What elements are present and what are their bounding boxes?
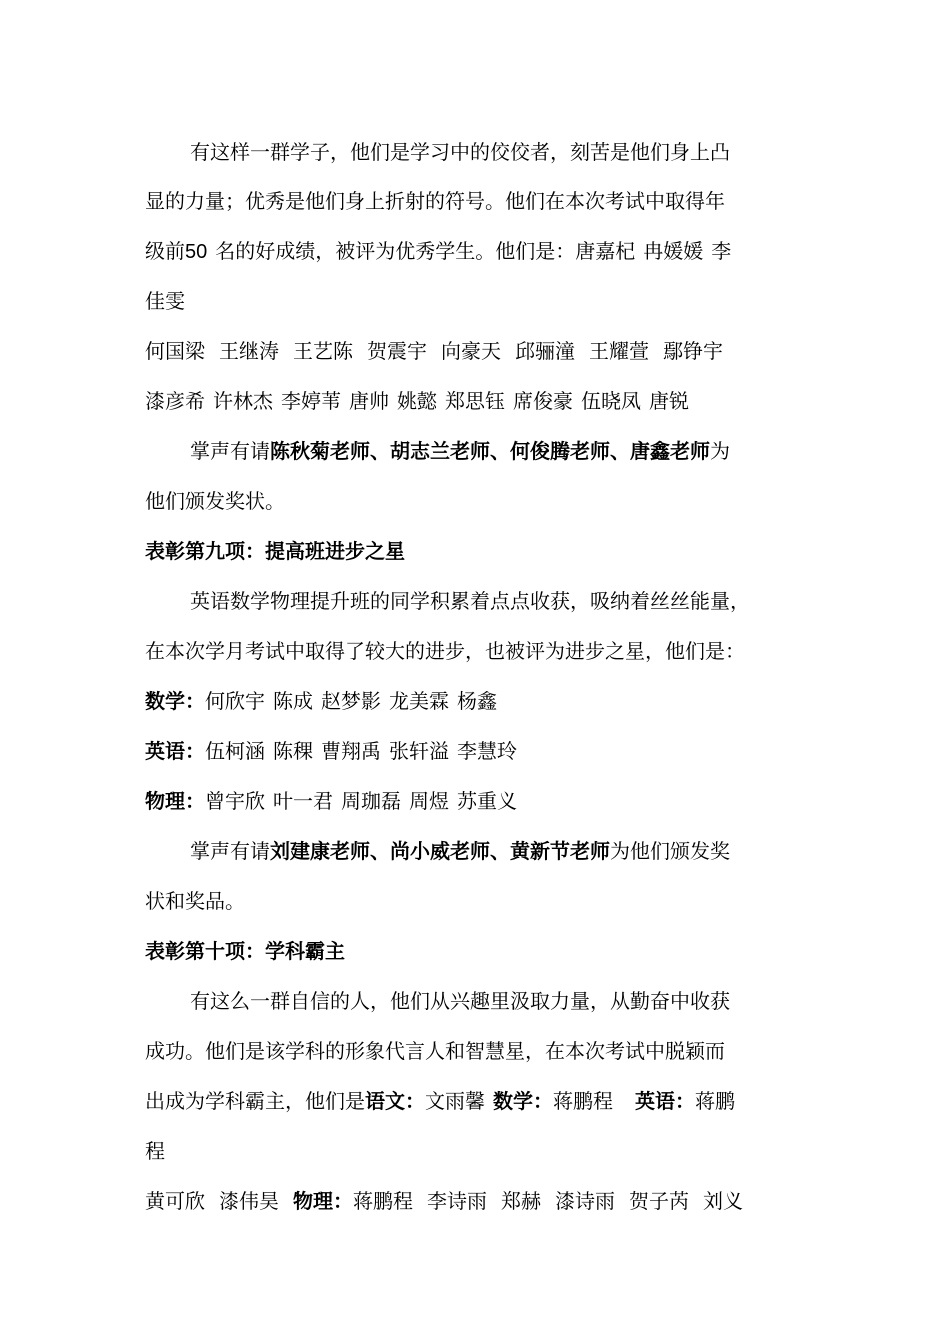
subject-label: 数学： <box>493 1089 553 1113</box>
para-item10-line-5 <box>145 1186 743 1216</box>
student-name: 何欣宇 <box>205 689 265 713</box>
student-name: 漆伟昊 <box>219 1189 279 1213</box>
student-name: 邱骊潼 <box>515 339 575 363</box>
student-name: 赵梦影 <box>321 689 381 713</box>
student-name: 伍晓凤 <box>581 389 641 413</box>
para-text: 名的好成绩，被评为优秀学生。他们是：唐嘉杞 <box>215 239 636 263</box>
math-progress-line <box>145 686 497 716</box>
student-name: 杨鑫 <box>457 689 497 713</box>
student-name: 贺震宇 <box>367 339 427 363</box>
teacher-names: 刘建康老师、尚小威老师、黄新节老师 <box>270 839 610 863</box>
award-line-outstanding-2 <box>145 486 285 516</box>
student-name: 刘义 <box>703 1189 743 1213</box>
student-name: 蒋鹏程 <box>553 1089 613 1113</box>
para-outstanding-line-1 <box>190 137 730 167</box>
student-name: 李诗雨 <box>427 1189 487 1213</box>
teacher-names: 陈秋菊老师、胡志兰老师、何俊腾老师、唐鑫老师 <box>270 439 710 463</box>
student-name: 王艺陈 <box>293 339 353 363</box>
student-name: 王继涛 <box>219 339 279 363</box>
heading-text: 表彰第十项：学科霸主 <box>145 939 345 963</box>
para-text: 在本次学月考试中取得了较大的进步，也被评为进步之星，他们是： <box>145 639 745 663</box>
award-line-outstanding <box>190 436 730 466</box>
subject-label: 数学： <box>145 689 205 713</box>
para-item9-line-1 <box>190 586 750 616</box>
para-item10-line-1 <box>190 986 730 1016</box>
student-name: 唐帅 <box>349 389 389 413</box>
student-name: 黄可欣 <box>145 1189 205 1213</box>
student-name: 曹翔禹 <box>321 739 381 763</box>
student-name: 郑赫 <box>501 1189 541 1213</box>
para-item9-line-2 <box>145 636 745 666</box>
student-name: 佳雯 <box>145 289 185 313</box>
award-prefix: 掌声有请 <box>190 439 270 463</box>
student-name: 陈成 <box>273 689 313 713</box>
rank-number: 50 <box>185 241 208 263</box>
student-name: 李婷苇 <box>281 389 341 413</box>
student-name: 漆诗雨 <box>555 1189 615 1213</box>
para-item10-line-3 <box>145 1086 735 1116</box>
para-item10-line-2 <box>145 1036 725 1066</box>
student-name: 鄢铮宇 <box>663 339 723 363</box>
student-name: 贺子芮 <box>629 1189 689 1213</box>
names-line-b <box>145 336 723 366</box>
student-name: 郑思钰 <box>445 389 505 413</box>
para-text: 出成为学科霸主，他们是 <box>145 1089 365 1113</box>
student-name: 许林杰 <box>213 389 273 413</box>
section-heading-item9 <box>145 536 405 566</box>
para-text: 成功。他们是该学科的形象代言人和智慧星，在本次考试中脱颖而 <box>145 1039 725 1063</box>
para-item10-line-4 <box>145 1136 165 1166</box>
student-name: 唐锐 <box>649 389 689 413</box>
award-suffix: 为 <box>710 439 730 463</box>
para-text: 程 <box>145 1139 165 1163</box>
para-text: 显的力量；优秀是他们身上折射的符号。他们在本次考试中取得年 <box>145 189 725 213</box>
heading-text: 表彰第九项：提高班进步之星 <box>145 539 405 563</box>
student-name: 王耀萱 <box>589 339 649 363</box>
award-line-item9 <box>190 836 730 866</box>
student-name: 席俊豪 <box>513 389 573 413</box>
physics-progress-line <box>145 786 517 816</box>
student-name: 蒋鹏 <box>695 1089 735 1113</box>
section-heading-item10 <box>145 936 345 966</box>
student-name: 蒋鹏程 <box>353 1189 413 1213</box>
student-name: 姚懿 <box>397 389 437 413</box>
para-text: 级前 <box>145 239 185 263</box>
student-name: 李 <box>711 239 732 263</box>
student-name: 叶一君 <box>273 789 333 813</box>
student-name: 周珈磊 <box>341 789 401 813</box>
student-name: 张轩溢 <box>389 739 449 763</box>
student-name: 李慧玲 <box>457 739 517 763</box>
subject-label: 物理： <box>293 1189 353 1213</box>
para-outstanding-line-2 <box>145 186 725 216</box>
student-name: 周煜 <box>409 789 449 813</box>
subject-label: 英语： <box>145 739 205 763</box>
award-text: 状和奖品。 <box>145 889 245 913</box>
names-line-a <box>145 286 185 316</box>
student-name: 曾宇欣 <box>205 789 265 813</box>
english-progress-line <box>145 736 517 766</box>
subject-label: 物理： <box>145 789 205 813</box>
student-name: 向豪天 <box>441 339 501 363</box>
para-outstanding-line-3 <box>145 236 731 266</box>
student-name: 龙美霖 <box>389 689 449 713</box>
award-text: 他们颁发奖状。 <box>145 489 285 513</box>
award-suffix: 为他们颁发奖 <box>610 839 730 863</box>
student-name: 漆彦希 <box>145 389 205 413</box>
student-name: 苏重义 <box>457 789 517 813</box>
names-line-c <box>145 386 689 416</box>
student-name: 伍柯涵 <box>205 739 265 763</box>
subject-label: 英语： <box>635 1089 695 1113</box>
student-name: 文雨馨 <box>425 1089 485 1113</box>
student-name: 何国梁 <box>145 339 205 363</box>
award-line-item9-2 <box>145 886 245 916</box>
para-text: 英语数学物理提升班的同学积累着点点收获，吸纳着丝丝能量， <box>190 589 750 613</box>
student-name: 冉媛媛 <box>643 239 704 263</box>
subject-label: 语文： <box>365 1089 425 1113</box>
para-text: 有这么一群自信的人，他们从兴趣里汲取力量，从勤奋中收获 <box>190 989 730 1013</box>
student-name: 陈稞 <box>273 739 313 763</box>
award-prefix: 掌声有请 <box>190 839 270 863</box>
para-text: 有这样一群学子，他们是学习中的佼佼者，刻苦是他们身上凸 <box>190 140 730 164</box>
